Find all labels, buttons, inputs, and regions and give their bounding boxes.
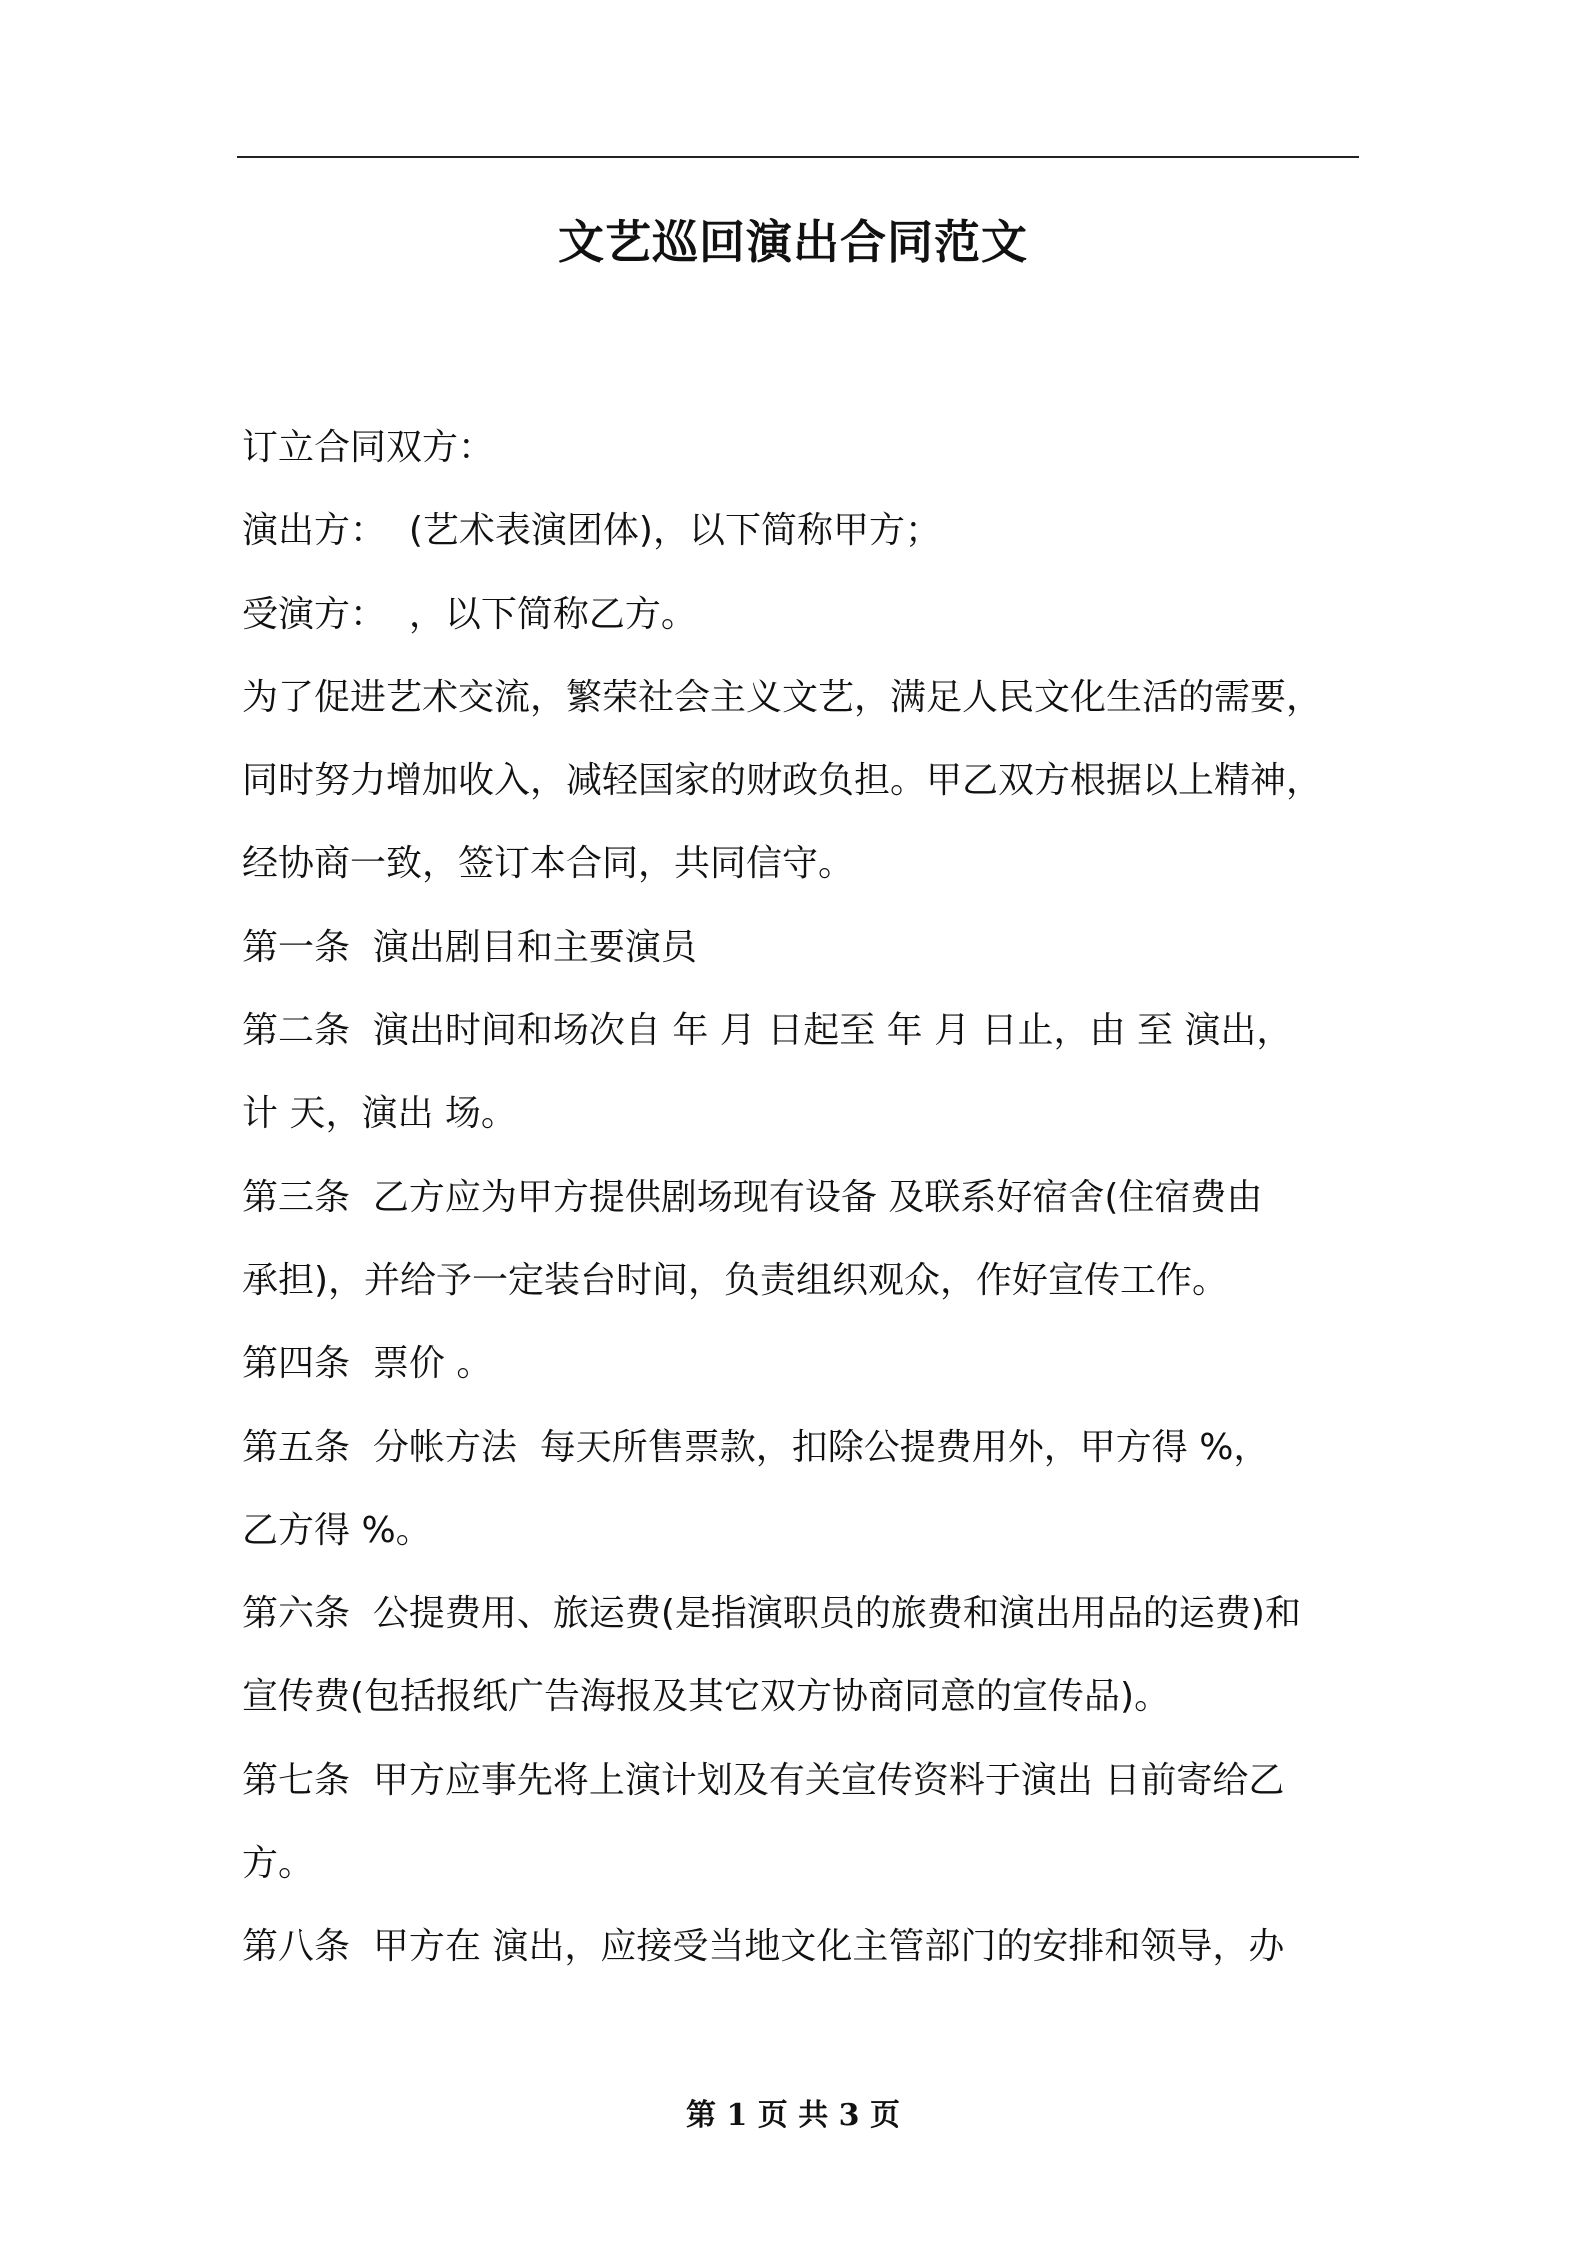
body-line: 为了促进艺术交流，繁荣社会主义文艺，满足人民文化生活的需要， (242, 676, 1323, 718)
body-line: 受演方： ，以下简称乙方。 (242, 593, 697, 635)
body-line: 第五条 分帐方法 每天所售票款，扣除公提费用外，甲方得 %， (242, 1426, 1270, 1468)
body-line: 乙方得 %。 (242, 1509, 432, 1551)
body-line: 第一条 演出剧目和主要演员 (242, 926, 697, 968)
body-line: 宣传费(包括报纸广告海报及其它双方协商同意的宣传品)。 (242, 1676, 1171, 1718)
header-rule (237, 156, 1359, 158)
body-line: 承担)，并给予一定装台时间，负责组织观众，作好宣传工作。 (242, 1259, 1229, 1301)
body-line: 第四条 票价 。 (242, 1343, 493, 1385)
body-line: 第八条 甲方在 演出，应接受当地文化主管部门的安排和领导，办 (242, 1926, 1285, 1968)
body-line: 方。 (242, 1843, 315, 1885)
body-line: 同时努力增加收入，减轻国家的财政负担。甲乙双方根据以上精神， (242, 760, 1323, 802)
body-line: 第三条 乙方应为甲方提供剧场现有设备 及联系好宿舍(住宿费由 (242, 1176, 1263, 1218)
document-title: 文艺巡回演出合同范文 (558, 215, 1028, 269)
body-line: 第七条 甲方应事先将上演计划及有关宣传资料于演出 日前寄给乙 (242, 1759, 1285, 1801)
body-line: 经协商一致，签订本合同，共同信守。 (242, 843, 855, 885)
body-line: 第六条 公提费用、旅运费(是指演职员的旅费和演出用品的运费)和 (242, 1593, 1301, 1635)
body-line: 订立合同双方： (242, 427, 495, 468)
document-body (242, 406, 1367, 1989)
body-line: 演出方： (艺术表演团体)，以下简称甲方； (242, 510, 941, 552)
body-line: 第二条 演出时间和场次自 年 月 日起至 年 月 日止，由 至 演出， (242, 1010, 1293, 1052)
body-line: 计 天，演出 场。 (242, 1093, 517, 1135)
page-number-footer: 第 1 页 共 3 页 (686, 2098, 900, 2133)
